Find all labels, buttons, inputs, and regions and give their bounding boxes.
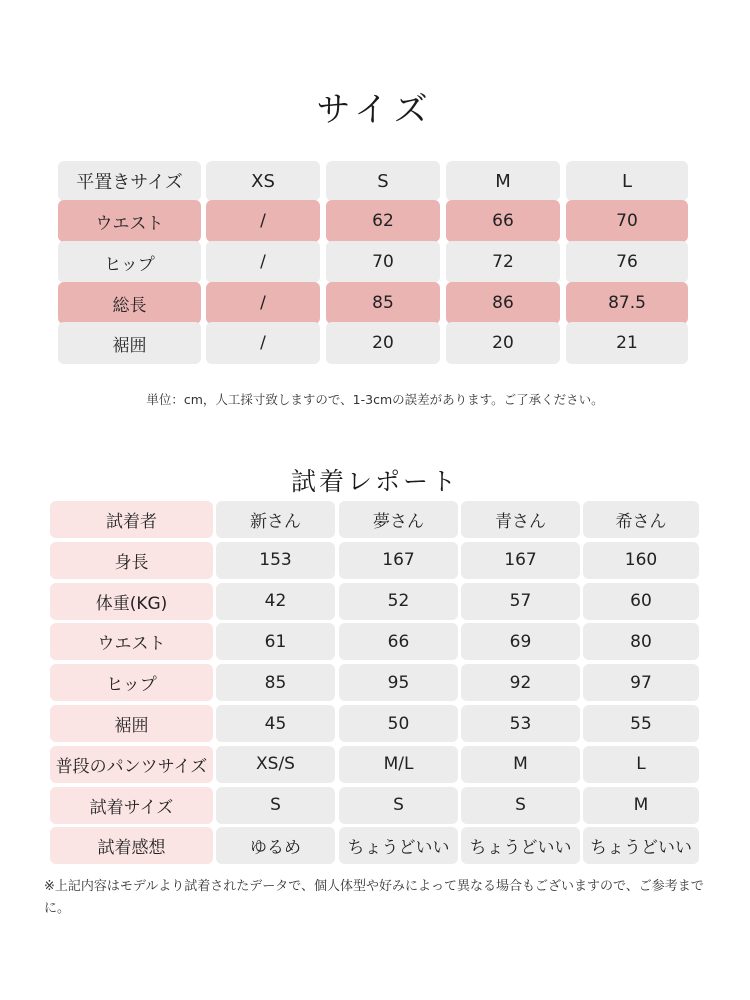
report-value-cell: S <box>339 787 458 824</box>
report-value-cell: XS/S <box>216 746 335 783</box>
size-header-cell: XS <box>206 161 320 201</box>
report-value-cell: 95 <box>339 664 458 701</box>
size-value-cell: / <box>206 322 320 364</box>
report-row-label: 普段のパンツサイズ <box>50 746 213 783</box>
report-value-cell: 55 <box>583 705 699 742</box>
size-header-cell: S <box>326 161 440 201</box>
size-row-label: 総長 <box>58 282 201 324</box>
report-value-cell: 52 <box>339 583 458 620</box>
report-title: 試着レポート <box>290 467 459 496</box>
report-value-cell: ちょうどいい <box>461 827 580 864</box>
report-row-label: 裾囲 <box>50 705 213 742</box>
report-value-cell: 61 <box>216 623 335 660</box>
report-value-cell: 69 <box>461 623 580 660</box>
size-value-cell: / <box>206 282 320 324</box>
report-value-cell: 42 <box>216 583 335 620</box>
report-header-label: 試着者 <box>50 501 213 538</box>
size-value-cell: 62 <box>326 200 440 242</box>
report-value-cell: 45 <box>216 705 335 742</box>
size-value-cell: 70 <box>566 200 688 242</box>
report-value-cell: 53 <box>461 705 580 742</box>
size-value-cell: 20 <box>326 322 440 364</box>
report-value-cell: 85 <box>216 664 335 701</box>
report-header-cell: 青さん <box>461 501 580 538</box>
report-value-cell: 167 <box>461 542 580 579</box>
report-value-cell: S <box>216 787 335 824</box>
report-value-cell: 57 <box>461 583 580 620</box>
report-note: ※上記内容はモデルより試着されたデータで、個人体型や好みによって異なる場合もございますので、ご参考までに。 <box>44 879 704 916</box>
size-value-cell: 72 <box>446 241 560 283</box>
size-value-cell: 87.5 <box>566 282 688 324</box>
report-value-cell: 66 <box>339 623 458 660</box>
report-header-cell: 希さん <box>583 501 699 538</box>
report-value-cell: 167 <box>339 542 458 579</box>
size-value-cell: 70 <box>326 241 440 283</box>
report-value-cell: 80 <box>583 623 699 660</box>
size-row-label: ヒップ <box>58 241 201 283</box>
size-value-cell: 76 <box>566 241 688 283</box>
report-row-label: 体重(KG) <box>50 583 213 620</box>
report-value-cell: 60 <box>583 583 699 620</box>
size-value-cell: 85 <box>326 282 440 324</box>
size-row-label: 裾囲 <box>58 322 201 364</box>
report-header-cell: 夢さん <box>339 501 458 538</box>
size-note: 単位：cm，人工採寸致しますので、1-3cmの誤差があります。ご了承ください。 <box>146 392 604 407</box>
report-row-label: 試着サイズ <box>50 787 213 824</box>
report-row-label: ウエスト <box>50 623 213 660</box>
report-value-cell: 50 <box>339 705 458 742</box>
report-value-cell: ちょうどいい <box>339 827 458 864</box>
size-value-cell: / <box>206 200 320 242</box>
report-value-cell: 97 <box>583 664 699 701</box>
report-row-label: 身長 <box>50 542 213 579</box>
size-value-cell: 20 <box>446 322 560 364</box>
size-value-cell: 21 <box>566 322 688 364</box>
report-value-cell: 160 <box>583 542 699 579</box>
size-header-label: 平置きサイズ <box>58 161 201 201</box>
report-row-label: ヒップ <box>50 664 213 701</box>
report-value-cell: ゆるめ <box>216 827 335 864</box>
report-value-cell: M <box>461 746 580 783</box>
size-header-cell: M <box>446 161 560 201</box>
report-value-cell: S <box>461 787 580 824</box>
report-row-label: 試着感想 <box>50 827 213 864</box>
report-value-cell: 153 <box>216 542 335 579</box>
size-title: サイズ <box>316 90 434 130</box>
report-value-cell: M <box>583 787 699 824</box>
size-value-cell: 66 <box>446 200 560 242</box>
report-header-cell: 新さん <box>216 501 335 538</box>
size-value-cell: 86 <box>446 282 560 324</box>
size-value-cell: / <box>206 241 320 283</box>
report-value-cell: ちょうどいい <box>583 827 699 864</box>
report-value-cell: 92 <box>461 664 580 701</box>
size-row-label: ウエスト <box>58 200 201 242</box>
report-value-cell: L <box>583 746 699 783</box>
size-header-cell: L <box>566 161 688 201</box>
report-value-cell: M/L <box>339 746 458 783</box>
